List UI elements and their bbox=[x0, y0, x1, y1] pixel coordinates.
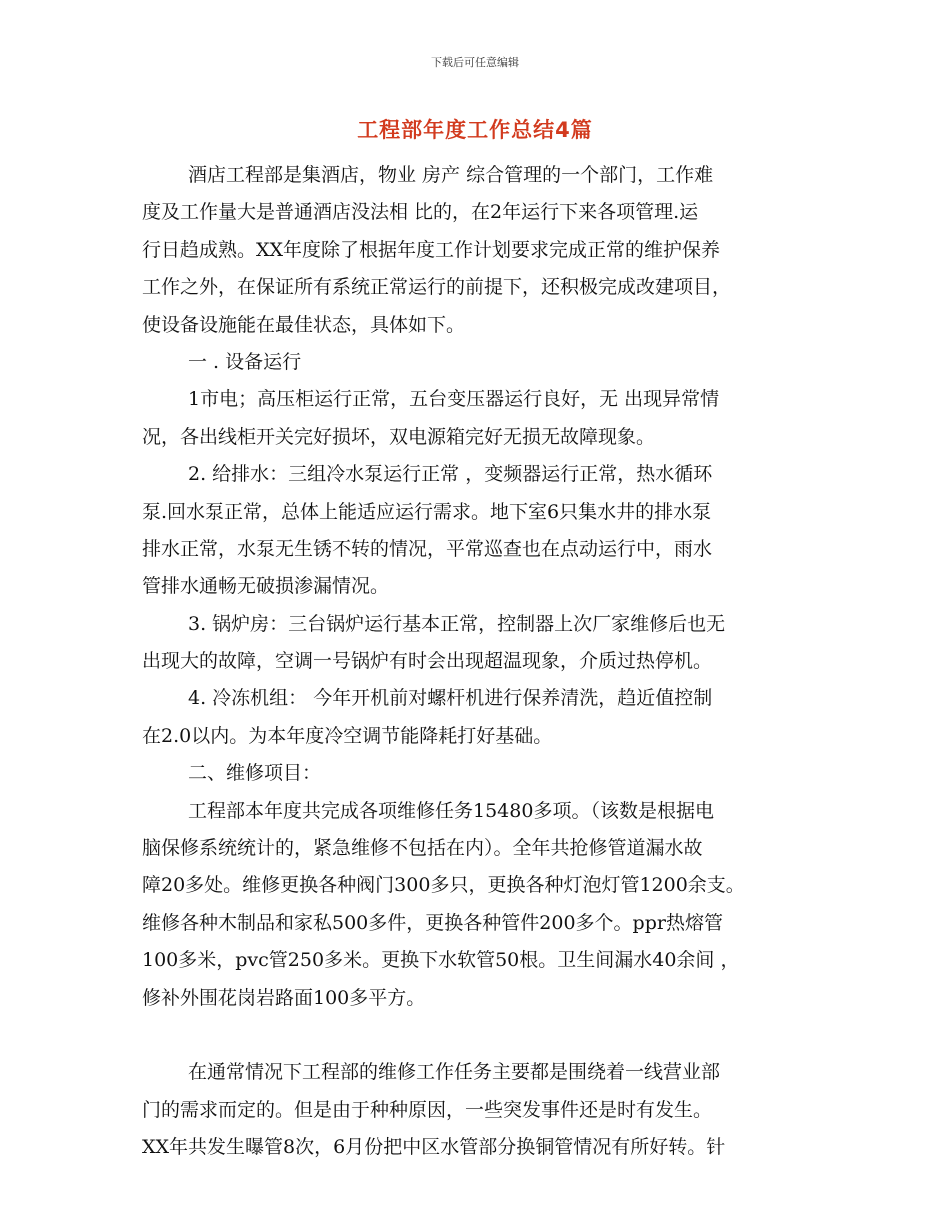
section-heading: 二、维修项目： bbox=[188, 762, 322, 785]
paragraph-line: 维修各种木制品和家私500多件，更换各种管件200多个。ppr热熔管 bbox=[142, 911, 723, 934]
paragraph-line: 在2.0以内。为本年度冷空调节能降耗打好基础。 bbox=[142, 724, 553, 747]
paragraph-line: 工程部本年度共完成各项维修任务15480多项。（该数是根据电 bbox=[188, 799, 714, 822]
paragraph-line: 泵.回水泵正常，总体上能适应运行需求。地下室6只集水井的排水泵 bbox=[142, 500, 712, 523]
paragraph-line: 况，各出线柜开关完好损坏，双电源箱完好无损无故障现象。 bbox=[142, 425, 656, 448]
paragraph-line: 修补外围花岗岩路面100多平方。 bbox=[142, 986, 426, 1009]
paragraph-line: 2. 给排水：三组冷水泵运行正常 ，变频器运行正常，热水循环 bbox=[188, 463, 713, 486]
paragraph-line: 排水正常，水泵无生锈不转的情况，平常巡查也在点动运行中，雨水 bbox=[142, 537, 713, 560]
paragraph-line: 3. 锅炉房：三台锅炉运行基本正常，控制器上次厂家维修后也无 bbox=[188, 612, 726, 635]
paragraph-line: 障20多处。维修更换各种阀门300多只，更换各种灯泡灯管1200余支。 bbox=[142, 874, 745, 897]
paragraph-line: 管排水通畅无破损渗漏情况。 bbox=[142, 575, 390, 598]
paragraph-line: 使设备设施能在最佳状态，具体如下。 bbox=[142, 313, 466, 336]
paragraph-line: XX年共发生曝管8次，6月份把中区水管部分换铜管情况有所好转。针 bbox=[142, 1136, 726, 1159]
paragraph-line: 酒店工程部是集酒店，物业 房产 综合管理的一个部门，工作难 bbox=[188, 164, 714, 186]
blank-line bbox=[142, 1017, 832, 1054]
section-heading: 一 . 设备运行 bbox=[188, 350, 302, 373]
paragraph-line: 度及工作量大是普通酒店没法相 比的，在2年运行下来各项管理.运 bbox=[142, 201, 699, 224]
paragraph-line: 1市电；高压柜运行正常，五台变压器运行良好，无 出现异常情 bbox=[188, 388, 720, 411]
paragraph-line: 4. 冷冻机组： 今年开机前对螺杆机进行保养清洗，趋近值控制 bbox=[188, 687, 713, 710]
paragraph-line: 出现大的故障，空调一号锅炉有时会出现超温现象，介质过热停机。 bbox=[142, 650, 713, 673]
paragraph-line: 门的需求而定的。但是由于种种原因，一些突发事件还是时有发生。 bbox=[142, 1098, 713, 1121]
paragraph-line: 在通常情况下工程部的维修工作任务主要都是围绕着一线营业部 bbox=[188, 1061, 721, 1084]
paragraph-line: 100多米，pvc管250多米。更换下水软管50根。卫生间漏水40余间 ， bbox=[142, 949, 740, 972]
paragraph-line: 工作之外，在保证所有系统正常运行的前提下，还积极完成改建项目， bbox=[142, 276, 732, 299]
document-title: 工程部年度工作总结4篇 bbox=[357, 118, 593, 142]
header-note: 下载后可任意编辑 bbox=[431, 56, 519, 69]
document-body bbox=[142, 157, 832, 1167]
paragraph-line: 行日趋成熟。XX年度除了根据年度工作计划要求完成正常的维护保养 bbox=[142, 238, 721, 261]
paragraph-line: 脑保修系统统计的，紧急维修不包括在内）。全年共抢修管道漏水故 bbox=[142, 837, 703, 860]
